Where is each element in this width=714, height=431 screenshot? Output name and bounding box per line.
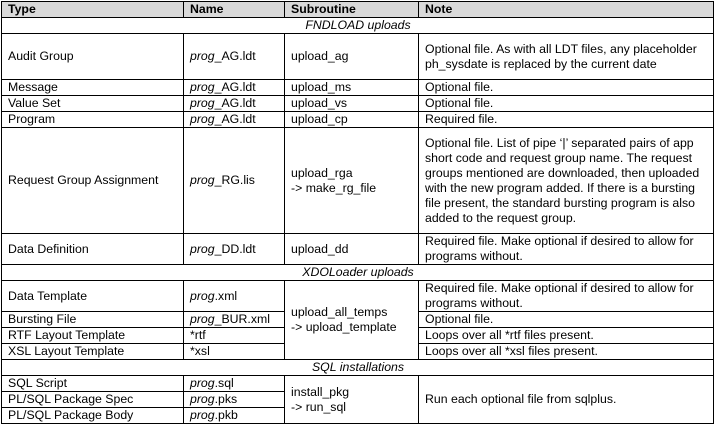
type-cell: Data Template <box>2 281 184 312</box>
table-row <box>2 234 714 265</box>
name-cell: prog_BUR.xml <box>184 312 285 328</box>
note-cell: Optional file. As with all LDT files, any placeholder ph_sysdate is replaced by the current date <box>419 34 714 80</box>
type-cell: Bursting File <box>2 312 184 328</box>
name-cell: prog.sql <box>184 376 285 392</box>
table-row <box>2 128 714 234</box>
type-cell: Audit Group <box>2 34 184 80</box>
header-row <box>2 2 714 18</box>
type-cell: Data Definition <box>2 234 184 265</box>
subroutine-cell: upload_dd <box>285 234 419 265</box>
table-row <box>2 281 714 312</box>
subroutine-cell: upload_ms <box>285 80 419 96</box>
type-cell: RTF Layout Template <box>2 328 184 344</box>
note-cell: Run each optional file from sqlplus. <box>419 376 714 424</box>
subroutine-cell: upload_all_temps -> upload_template <box>285 281 419 360</box>
name-cell: prog_RG.lis <box>184 128 285 234</box>
files-table <box>1 1 714 424</box>
type-cell: Value Set <box>2 96 184 112</box>
note-cell: Optional file. <box>419 80 714 96</box>
name-cell: prog_DD.ldt <box>184 234 285 265</box>
type-cell: XSL Layout Template <box>2 344 184 360</box>
table-row <box>2 96 714 112</box>
section-row-xdoloader <box>2 265 714 281</box>
subroutine-cell: install_pkg -> run_sql <box>285 376 419 424</box>
note-cell: Optional file. <box>419 96 714 112</box>
section-row-fndload <box>2 18 714 34</box>
note-cell: Required file. Make optional if desired to allow for programs without. <box>419 234 714 265</box>
name-cell: prog_AG.ldt <box>184 96 285 112</box>
column-header-note: Note <box>419 2 714 18</box>
subroutine-cell: upload_rga -> make_rg_file <box>285 128 419 234</box>
section-title: SQL installations <box>2 360 714 376</box>
section-row-sql <box>2 360 714 376</box>
type-cell: Request Group Assignment <box>2 128 184 234</box>
name-cell: prog_AG.ldt <box>184 80 285 96</box>
note-cell: Loops over all *xsl files present. <box>419 344 714 360</box>
section-title: FNDLOAD uploads <box>2 18 714 34</box>
subroutine-cell: upload_ag <box>285 34 419 80</box>
name-cell: prog.pks <box>184 392 285 408</box>
type-cell: Program <box>2 112 184 128</box>
column-header-subroutine: Subroutine <box>285 2 419 18</box>
type-cell: PL/SQL Package Spec <box>2 392 184 408</box>
type-cell: Message <box>2 80 184 96</box>
name-cell: prog.xml <box>184 281 285 312</box>
type-cell: PL/SQL Package Body <box>2 408 184 424</box>
note-cell: Loops over all *rtf files present. <box>419 328 714 344</box>
table-row <box>2 80 714 96</box>
table-row <box>2 112 714 128</box>
name-cell: prog.pkb <box>184 408 285 424</box>
name-cell: prog_AG.ldt <box>184 34 285 80</box>
name-cell: prog_AG.ldt <box>184 112 285 128</box>
note-cell: Required file. Make optional if desired to allow for programs without. <box>419 281 714 312</box>
note-cell: Optional file. <box>419 312 714 328</box>
name-cell: *rtf <box>184 328 285 344</box>
name-cell: *xsl <box>184 344 285 360</box>
table-row <box>2 34 714 80</box>
note-cell: Required file. <box>419 112 714 128</box>
column-header-type: Type <box>2 2 184 18</box>
subroutine-cell: upload_cp <box>285 112 419 128</box>
table-row <box>2 376 714 392</box>
note-cell: Optional file. List of pipe ‘|’ separated pairs of app short code and request group name. The request groups mentioned are downloaded, then uploaded with the new program added. If there is a bursting file present, the standard bursting program is also added to the request group. <box>419 128 714 234</box>
section-title: XDOLoader uploads <box>2 265 714 281</box>
type-cell: SQL Script <box>2 376 184 392</box>
subroutine-cell: upload_vs <box>285 96 419 112</box>
column-header-name: Name <box>184 2 285 18</box>
